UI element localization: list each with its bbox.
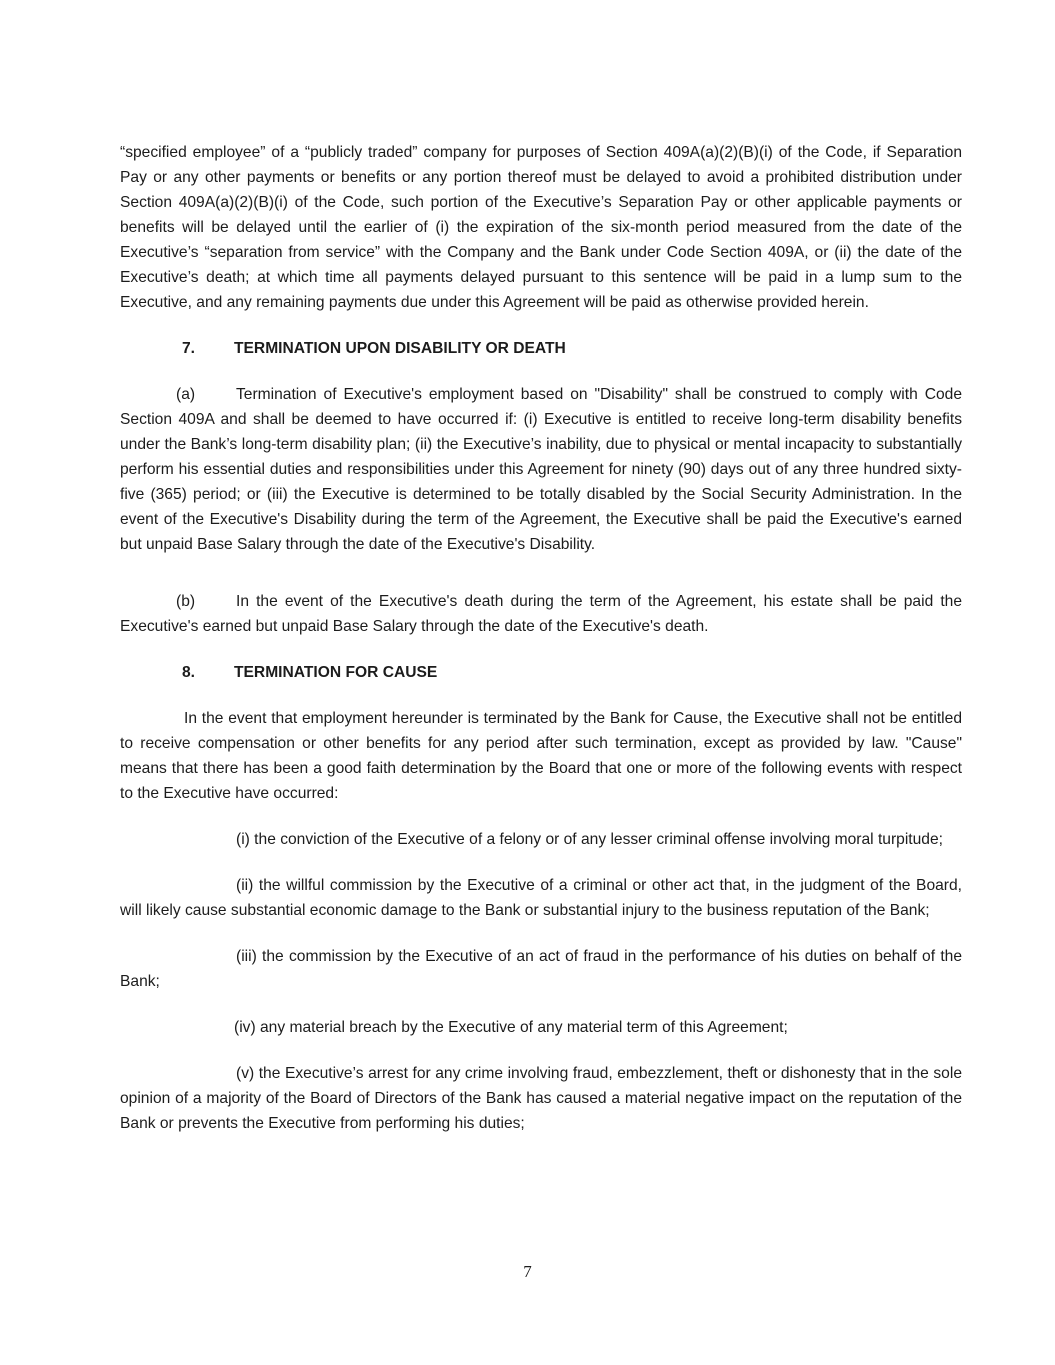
cause-item-v: (v) the Executive’s arrest for any crime involving fraud, embezzlement, theft or dishonesty that in the sole opinion of a majority of the Board of Directors of the Bank has caused a material negative impact on the reputation of the Bank or prevents the Executive from performing his duties; xyxy=(120,1065,962,1132)
section-7-paragraph-a-text: Termination of Executive's employment based on "Disability" shall be construed to comply with Code Section 409A and shall be deemed to have occurred if: (i) Executive is entitled to receive long-term disability benefits under the Bank’s long-term disability plan; (ii) the Executive’s inability, due to physical or mental incapacity to substantially perform his essential duties and responsibilities under this Agreement for ninety (90) days out of any three hundred sixty-five (365) period; or (iii) the Executive is determined to be totally disabled by the Social Security Administration. In the event of the Executive's Disability during the term of the Agreement, the Executive shall be paid the Executive's earned but unpaid Base Salary through the date of the Executive's Disability. xyxy=(120,386,962,553)
section-7-paragraph-a-label: (a) xyxy=(176,386,196,403)
section-8-number: 8. xyxy=(182,664,196,681)
section-7-number: 7. xyxy=(182,340,196,357)
cause-item-iii: (iii) the commission by the Executive of an act of fraud in the performance of his duties on behalf of the Bank; xyxy=(120,948,962,990)
section-8-intro: In the event that employment hereunder is terminated by the Bank for Cause, the Executive shall not be entitled to receive compensation or other benefits for any period after such termination, except as provided by law. "Cause" means that there has been a good faith determination by the Board that one or more of the following events with respect to the Executive have occurred: xyxy=(120,710,962,802)
section-8-heading xyxy=(182,660,962,685)
page-number: 7 xyxy=(523,1262,532,1281)
cause-item-i: (i) the conviction of the Executive of a felony or of any lesser criminal offense involving moral turpitude; xyxy=(236,831,943,848)
document-page xyxy=(120,140,962,1136)
section-7-title: TERMINATION UPON DISABILITY OR DEATH xyxy=(234,340,566,357)
section-8-title: TERMINATION FOR CAUSE xyxy=(234,664,438,681)
section-7-paragraph-a xyxy=(120,382,962,557)
section-7-heading xyxy=(182,336,962,361)
section-7-paragraph-b-text: In the event of the Executive's death during the term of the Agreement, his estate shall be paid the Executive's earned but unpaid Base Salary through the date of the Executive's death. xyxy=(120,593,962,635)
section-7-paragraph-b xyxy=(120,589,962,639)
cause-item-iv: (iv) any material breach by the Executive of any material term of this Agreement; xyxy=(234,1019,788,1036)
cause-item-ii: (ii) the willful commission by the Executive of a criminal or other act that, in the judgment of the Board, will likely cause substantial economic damage to the Bank or substantial injury to the business reputation of the Bank; xyxy=(120,877,962,919)
section-7-paragraph-b-label: (b) xyxy=(176,593,196,610)
intro-paragraph: “specified employee” of a “publicly traded” company for purposes of Section 409A(a)(2)(B)(i) of the Code, if Separation Pay or any other payments or benefits or any portion thereof must be delayed to avoid a prohibited distribution under Section 409A(a)(2)(B)(i) of the Code, such portion of the Executive’s Separation Pay or other applicable payments or benefits will be delayed until the earlier of (i) the expiration of the six-month period measured from the date of the Executive’s “separation from service” with the Company and the Bank under Code Section 409A, or (ii) the date of the Executive’s death; at which time all payments delayed pursuant to this sentence will be paid in a lump sum to the Executive, and any remaining payments due under this Agreement will be paid as otherwise provided herein. xyxy=(120,144,962,311)
